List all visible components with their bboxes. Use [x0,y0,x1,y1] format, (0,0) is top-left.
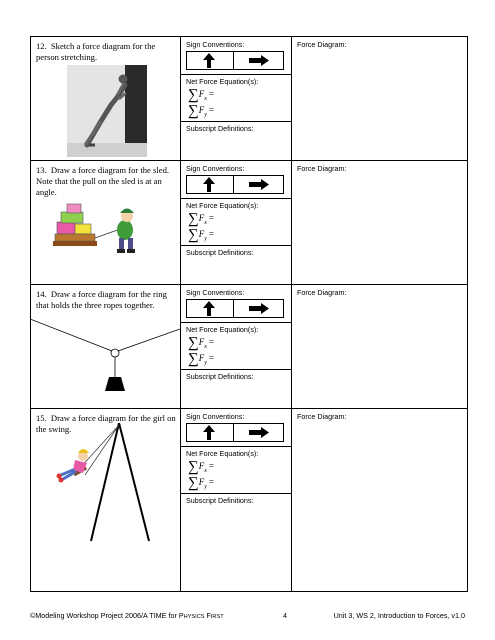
force-diagram-cell[interactable] [292,409,468,592]
problem-row [31,37,468,161]
problem-row [31,161,468,285]
child-pulling-sled-illustration [49,202,141,260]
net-force-label: Net Force Equation(s): [186,325,259,334]
net-force-box [181,322,291,370]
problem-number: 13. [36,165,47,175]
sum-fy-equation: $\sum F_y$ = [188,102,214,119]
sign-conventions-label: Sign Conventions: [186,40,245,49]
force-diagram-label: Force Diagram: [297,412,347,421]
equations-cell [181,37,292,161]
problem-prompt [31,161,180,198]
subscript-definitions-label: Subscript Definitions: [186,124,254,133]
subscript-definitions-label: Subscript Definitions: [186,248,254,257]
sign-conventions-box [186,175,284,194]
sign-conventions-box [186,51,284,70]
worksheet-table [30,36,468,592]
problem-text: Draw a force diagram for the ring that holds the three ropes together. [36,289,167,310]
up-arrow-icon [203,53,215,68]
force-diagram-cell[interactable] [292,161,468,285]
sum-fy-equation: $\sum F_y$ = [188,226,214,243]
sign-conventions-label: Sign Conventions: [186,412,245,421]
subscript-definitions-label: Subscript Definitions: [186,372,254,381]
net-force-box [181,446,291,494]
sum-fx-equation: $\sum F_x$ = [188,334,214,351]
force-diagram-label: Force Diagram: [297,288,347,297]
equations-cell [181,161,292,285]
prompt-cell [31,161,181,285]
problem-number: 12. [36,41,47,51]
page-number: 4 [283,611,287,620]
sign-conventions-box [186,299,284,318]
force-diagram-label: Force Diagram: [297,164,347,173]
problem-row [31,409,468,592]
subscript-definitions-label: Subscript Definitions: [186,496,254,505]
problem-number: 14. [36,289,47,299]
net-force-box [181,74,291,122]
problem-prompt [31,37,180,63]
net-force-label: Net Force Equation(s): [186,77,259,86]
sum-fy-equation: $\sum F_y$ = [188,350,214,367]
net-force-box [181,198,291,246]
up-arrow-icon [203,301,215,316]
equations-cell [181,409,292,592]
prompt-cell [31,285,181,409]
sum-fx-equation: $\sum F_x$ = [188,458,214,475]
sum-fx-equation: $\sum F_x$ = [188,210,214,227]
sum-fx-equation: $\sum F_x$ = [188,86,214,103]
net-force-label: Net Force Equation(s): [186,201,259,210]
person-stretching-photo [67,65,147,157]
problem-number: 15. [36,413,47,423]
force-diagram-label: Force Diagram: [297,40,347,49]
equations-cell [181,285,292,409]
right-arrow-icon [249,179,269,190]
sign-conventions-box [186,423,284,442]
sign-conventions-label: Sign Conventions: [186,288,245,297]
problem-prompt [31,285,180,311]
prompt-cell [31,37,181,161]
right-arrow-icon [249,303,269,314]
ring-three-ropes-drawing [30,311,180,399]
right-arrow-icon [249,55,269,66]
worksheet [30,36,467,592]
up-arrow-icon [203,177,215,192]
problem-row [31,285,468,409]
problem-text: Draw a force diagram for the girl on the swing. [36,413,176,434]
girl-on-swing-illustration [43,423,173,543]
problem-text: Sketch a force diagram for the person stretching. [36,41,156,62]
prompt-cell [31,409,181,592]
footer-copyright: ©Modeling Workshop Project 2006/A TIME for PHYSICS FIRST [30,611,224,620]
problem-text: Draw a force diagram for the sled. Note that the pull on the sled is at an angle. [36,165,170,197]
net-force-label: Net Force Equation(s): [186,449,259,458]
footer-unit-title: Unit 3, WS 2, Introduction to Forces, v1.0 [333,611,465,620]
sign-conventions-label: Sign Conventions: [186,164,245,173]
sum-fy-equation: $\sum F_y$ = [188,474,214,491]
force-diagram-cell[interactable] [292,37,468,161]
force-diagram-cell[interactable] [292,285,468,409]
up-arrow-icon [203,425,215,440]
right-arrow-icon [249,427,269,438]
